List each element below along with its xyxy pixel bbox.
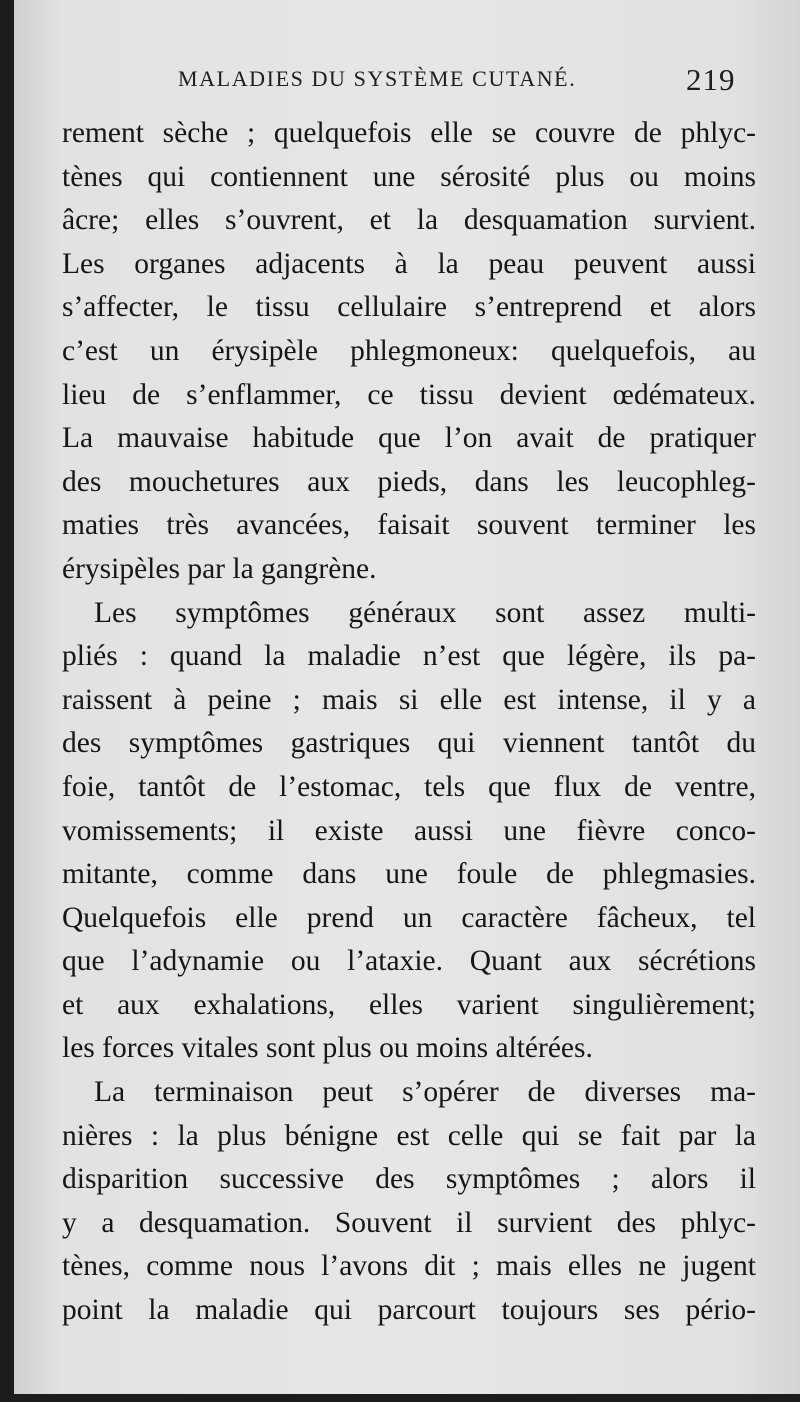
- paragraph-end-line: érysipèles par la gangrène.: [62, 552, 377, 585]
- paragraph-start-line: La terminaison peut s’opérer de diverses ma-: [94, 1076, 756, 1109]
- page-header: [14, 62, 800, 102]
- book-page: [14, 0, 800, 1394]
- running-title: MALADIES DU SYSTÈME CUTANÉ.: [178, 66, 577, 91]
- body-text: [62, 112, 756, 1333]
- text-line: pliés : quand la maladie n’est que légère, ils pa-: [62, 640, 756, 673]
- text-line: maties très avancées, faisait souvent terminer les: [62, 509, 756, 542]
- text-line: tènes, comme nous l’avons dit ; mais elles ne jugent: [62, 1250, 756, 1283]
- page-number: 219: [686, 62, 736, 97]
- text-line: tènes qui contiennent une sérosité plus ou moins: [62, 160, 756, 193]
- text-line: foie, tantôt de l’estomac, tels que flux de ventre,: [62, 770, 756, 803]
- text-line: s’affecter, le tissu cellulaire s’entreprend et alors: [62, 291, 756, 324]
- text-line: disparition successive des symptômes ; alors il: [62, 1163, 756, 1196]
- text-line: des mouchetures aux pieds, dans les leucophleg-: [62, 465, 756, 498]
- text-line: et aux exhalations, elles varient singulièrement;: [62, 988, 756, 1021]
- text-line: Les organes adjacents à la peau peuvent aussi: [62, 247, 756, 280]
- text-line: c’est un érysipèle phlegmoneux: quelquefois, au: [62, 334, 756, 367]
- text-line: raissent à peine ; mais si elle est intense, il y a: [62, 683, 756, 716]
- text-line: lieu de s’enflammer, ce tissu devient œdémateux.: [62, 378, 756, 411]
- text-line: âcre; elles s’ouvrent, et la desquamation survient.: [62, 204, 756, 237]
- text-line: rement sèche ; quelquefois elle se couvre de phlyc-: [62, 117, 756, 149]
- text-line: mitante, comme dans une foule de phlegmasies.: [62, 858, 756, 891]
- text-line: y a desquamation. Souvent il survient des phlyc-: [62, 1206, 756, 1239]
- text-line: nières : la plus bénigne est celle qui se fait par la: [62, 1119, 756, 1152]
- text-line: que l’adynamie ou l’ataxie. Quant aux sécrétions: [62, 945, 756, 978]
- text-line: point la maladie qui parcourt toujours ses pério-: [62, 1294, 756, 1327]
- text-line: des symptômes gastriques qui viennent tantôt du: [62, 727, 756, 760]
- paragraph-end-line: les forces vitales sont plus ou moins altérées.: [62, 1032, 593, 1065]
- text-line: La mauvaise habitude que l’on avait de pratiquer: [62, 422, 756, 455]
- paragraph-start-line: Les symptômes généraux sont assez multi-: [94, 596, 756, 629]
- text-line: vomissements; il existe aussi une fièvre conco-: [62, 814, 756, 847]
- text-line: Quelquefois elle prend un caractère fâcheux, tel: [62, 901, 756, 934]
